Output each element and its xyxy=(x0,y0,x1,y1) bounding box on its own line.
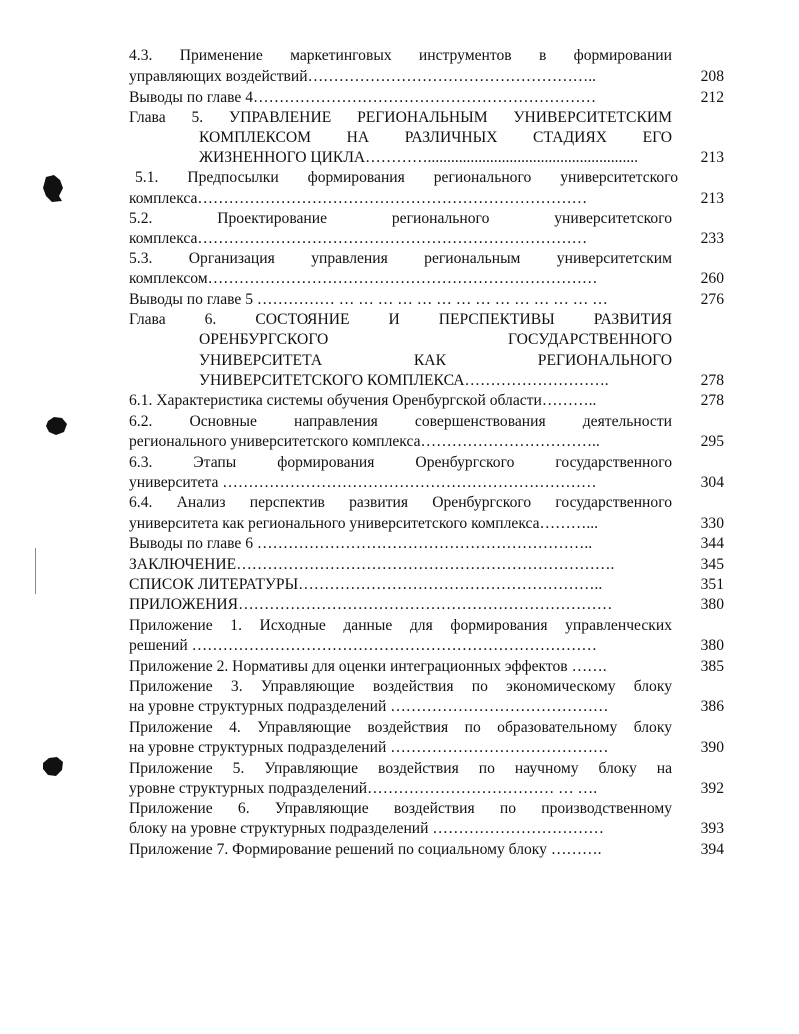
toc-entry-line xyxy=(129,677,724,697)
toc-page-number: 345 xyxy=(700,556,724,573)
toc-entry-line xyxy=(129,493,724,513)
toc-entry-text: 5.3. Организация управления региональным университетским xyxy=(129,250,672,267)
toc-page-number: 213 xyxy=(700,149,724,166)
toc-entry-line xyxy=(129,759,724,779)
toc-entry-line xyxy=(199,330,724,350)
toc-entry-text: СПИСОК ЛИТЕРАТУРЫ………………………………………………….. xyxy=(129,576,603,593)
toc-entry-text: Приложение 2. Нормативы для оценки интеграционных эффектов ……. xyxy=(129,658,607,675)
punch-hole-mark-1 xyxy=(40,174,66,204)
toc-entry-text: комплекса………………………………………………………………… xyxy=(129,190,588,207)
toc-entry-line xyxy=(129,453,724,473)
toc-entry-line xyxy=(129,514,724,534)
toc-entry-text: комплексом………………………………………………………………… xyxy=(129,270,598,287)
toc-entry-text: решений …………………………………………………………………… xyxy=(129,637,598,654)
toc-entry-text: Приложение 6. Управляющие воздействия по производственному xyxy=(129,800,672,817)
toc-entry-line xyxy=(129,657,724,677)
toc-entry-text: уровне структурных подразделений……………………………… … …. xyxy=(129,780,598,797)
toc-entry-text: Приложение 4. Управляющие воздействия по образовательному блоку xyxy=(129,719,672,736)
toc-entry-text: управляющих воздействий……………………………………………….. xyxy=(129,68,597,85)
toc-page-number: 394 xyxy=(700,841,724,858)
toc-entry-text: Выводы по главе 5 …………… … … … … … … … … … … … … … … xyxy=(129,291,608,308)
toc-entry-text: университета ……………………………………………………………… xyxy=(129,474,597,491)
toc-entry-text: Выводы по главе 4………………………………………………………… xyxy=(129,89,597,106)
toc-entry-text: 6.4. Анализ перспектив развития Оренбургского государственного xyxy=(129,494,672,511)
toc-entry-text: Выводы по главе 6 ……………………………………………………….. xyxy=(129,535,593,552)
toc-page-number: 278 xyxy=(700,372,724,389)
toc-entry-text: на уровне структурных подразделений …………………………………… xyxy=(129,698,609,715)
toc-page-number: 208 xyxy=(700,68,724,85)
toc-entry-line xyxy=(129,738,724,758)
toc-entry-text: Глава 6. СОСТОЯНИЕ И ПЕРСПЕКТИВЫ РАЗВИТИЯ xyxy=(129,311,672,328)
toc-entry-text: УНИВЕРСИТЕТСКОГО КОМПЛЕКСА………………………. xyxy=(199,372,609,389)
toc-entry-line xyxy=(129,269,724,289)
toc-entry-text: ОРЕНБУРГСКОГО ГОСУДАРСТВЕННОГО xyxy=(199,331,672,348)
toc-entry-line xyxy=(129,412,724,432)
toc-entry-line xyxy=(199,128,724,148)
scan-mark xyxy=(35,548,36,594)
toc-entry-line xyxy=(129,819,724,839)
toc-page-number: 392 xyxy=(700,780,724,797)
toc-entry-line xyxy=(129,534,724,554)
punch-hole-mark-2 xyxy=(44,415,70,437)
toc-entry-text: Приложение 1. Исходные данные для формирования управленческих xyxy=(129,617,672,634)
toc-entry-line xyxy=(129,209,724,229)
toc-page-number: 351 xyxy=(700,576,724,593)
toc-page-number: 304 xyxy=(700,474,724,491)
toc-entry-text: Глава 5. УПРАВЛЕНИЕ РЕГИОНАЛЬНЫМ УНИВЕРСИТЕТСКИМ xyxy=(129,109,672,126)
toc-entry-line xyxy=(129,779,724,799)
toc-entry-text: ПРИЛОЖЕНИЯ……………………………………………………………… xyxy=(129,596,613,613)
toc-entry-line xyxy=(135,168,730,188)
toc-page-number: 295 xyxy=(700,433,724,450)
toc-page-number: 278 xyxy=(700,392,724,409)
toc-entry-line xyxy=(129,616,724,636)
toc-entry-line xyxy=(129,310,724,330)
toc-entry-text: 5.2. Проектирование регионального университетского xyxy=(129,210,672,227)
toc-entry-line xyxy=(129,391,724,411)
toc-entry-line xyxy=(199,148,724,168)
toc-entry-line xyxy=(129,575,724,595)
toc-entry-text: комплекса………………………………………………………………… xyxy=(129,230,588,247)
toc-entry-text: 4.3. Применение маркетинговых инструментов в формировании xyxy=(129,47,672,64)
toc-entry-line xyxy=(129,189,724,209)
toc-page-number: 386 xyxy=(700,698,724,715)
punch-hole-mark-3 xyxy=(40,755,66,779)
toc-entry-text: 6.2. Основные направления совершенствования деятельности xyxy=(129,413,672,430)
toc-entry-line xyxy=(129,108,724,128)
toc-page-number: 213 xyxy=(700,190,724,207)
toc-page-number: 390 xyxy=(700,739,724,756)
toc-entry-line xyxy=(129,555,724,575)
toc-page-number: 380 xyxy=(700,637,724,654)
toc-entry-text: ЗАКЛЮЧЕНИЕ………………………………………………………………. xyxy=(129,556,615,573)
toc-entry-text: 5.1. Предпосылки формирования регионального университетского xyxy=(135,169,678,186)
toc-entry-line xyxy=(129,840,724,860)
toc-entry-line xyxy=(199,371,724,391)
toc-entry-text: КОМПЛЕКСОМ НА РАЗЛИЧНЫХ СТАДИЯХ ЕГО xyxy=(199,129,672,146)
toc-page-number: 380 xyxy=(700,596,724,613)
toc-entry-text: блоку на уровне структурных подразделений …………………………… xyxy=(129,820,604,837)
toc-entry-line xyxy=(129,799,724,819)
toc-page-number: 212 xyxy=(700,89,724,106)
toc-entry-text: УНИВЕРСИТЕТА КАК РЕГИОНАЛЬНОГО xyxy=(199,352,672,369)
toc-entry-line xyxy=(129,67,724,87)
toc-entry-text: университета как регионального университетского комплекса………... xyxy=(129,515,599,532)
toc-entry-line xyxy=(129,718,724,738)
toc-entry-text: 6.3. Этапы формирования Оренбургского государственного xyxy=(129,454,672,471)
toc-entry-line xyxy=(129,432,724,452)
toc-entry-text: на уровне структурных подразделений …………………………………… xyxy=(129,739,609,756)
toc-page-number: 330 xyxy=(700,515,724,532)
toc-entry-text: регионального университетского комплекса…………………………….. xyxy=(129,433,600,450)
toc-entry-text: Приложение 7. Формирование решений по социальному блоку ………. xyxy=(129,841,602,858)
toc-entry-text: Приложение 3. Управляющие воздействия по экономическому блоку xyxy=(129,678,672,695)
toc-entry-text: 6.1. Характеристика системы обучения Оренбургской области……….. xyxy=(129,392,597,409)
toc-entry-text: ЖИЗНЕННОГО ЦИКЛА…………...................................................... xyxy=(199,149,639,166)
toc-entry-line xyxy=(129,229,724,249)
toc-entry-line xyxy=(129,636,724,656)
toc-entry-line xyxy=(199,351,724,371)
toc-page-number: 260 xyxy=(700,270,724,287)
toc-page-number: 393 xyxy=(700,820,724,837)
toc-page-number: 385 xyxy=(700,658,724,675)
toc-page-number: 276 xyxy=(700,291,724,308)
toc-entry-line xyxy=(129,46,724,66)
toc-entry-line xyxy=(129,595,724,615)
toc-entry-line xyxy=(129,249,724,269)
toc-entry-line xyxy=(129,473,724,493)
toc-entry-line xyxy=(129,290,724,310)
toc-entry-text: Приложение 5. Управляющие воздействия по научному блоку на xyxy=(129,760,672,777)
toc-entry-line xyxy=(129,88,724,108)
toc-entry-line xyxy=(129,697,724,717)
toc-page-number: 233 xyxy=(700,230,724,247)
toc-page-number: 344 xyxy=(700,535,724,552)
